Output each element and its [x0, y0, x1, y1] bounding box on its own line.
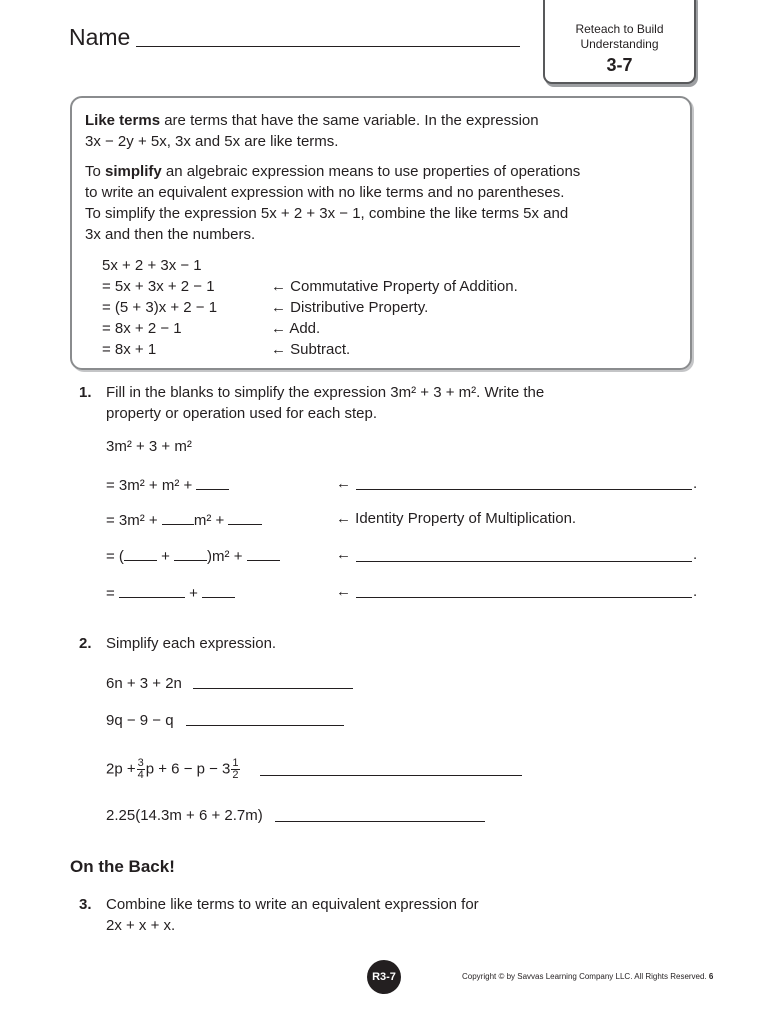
period: .: [693, 475, 698, 492]
q2-expression-3: [106, 758, 241, 781]
answer-blank[interactable]: [228, 510, 262, 525]
q1-row3-b: +: [161, 548, 170, 565]
info-paragraph-2-line2: to write an equivalent expression with no like terms and no parentheses.: [85, 184, 565, 201]
lesson-number: 3-7: [606, 55, 633, 75]
step-reason: ← Subtract.: [271, 341, 351, 358]
q1-row3-c: )m² +: [207, 548, 243, 565]
answer-blank[interactable]: [196, 475, 229, 490]
q1-row3-a: = (: [106, 548, 124, 565]
q1-row2-b: m² +: [193, 512, 225, 529]
question-2-number: 2.: [79, 635, 92, 652]
question-1-text: Fill in the blanks to simplify the expression 3m² + 3 + m². Write the: [106, 384, 545, 401]
question-1-text-line2: property or operation used for each step.: [106, 405, 377, 422]
q1-row4-b: +: [189, 585, 198, 602]
lesson-tab: [543, 0, 696, 84]
period: .: [693, 546, 698, 563]
step-expression: 5x + 2 + 3x − 1: [102, 257, 202, 274]
answer-line[interactable]: [193, 688, 353, 689]
reason-answer-line[interactable]: [356, 597, 692, 598]
p2-start: To: [85, 163, 101, 180]
info-paragraph-2-line3: To simplify the expression 5x + 2 + 3x − 1, combine the like terms 5x and: [85, 205, 569, 222]
q1-row4-a: =: [106, 585, 115, 602]
reteach-label-2: Understanding: [580, 37, 659, 51]
simplify-bold: simplify: [105, 163, 162, 180]
question-1-number: 1.: [79, 384, 92, 401]
q1-row-4: [106, 583, 235, 602]
q2-expression-1: 6n + 3 + 2n: [106, 675, 182, 692]
step-expression: = 8x + 2 − 1: [102, 320, 182, 337]
step-reason: ← Distributive Property.: [271, 299, 429, 316]
question-3-text: Combine like terms to write an equivalent expression for: [106, 896, 479, 913]
answer-blank[interactable]: [162, 510, 194, 525]
like-terms-bold: Like terms: [85, 112, 161, 129]
answer-line[interactable]: [186, 725, 344, 726]
step-reason: ← Commutative Property of Addition.: [271, 278, 518, 295]
fraction-one-half: $\frac{1}{2}$: [232, 757, 239, 781]
copyright-line: Copyright © by Savvas Learning Company LLC. All Rights Reserved.: [462, 972, 707, 981]
info-paragraph-2-line4: 3x and then the numbers.: [85, 226, 256, 243]
q1-row2-a: = 3m² +: [106, 512, 158, 529]
page-number: 6: [708, 972, 714, 981]
question-3-text-line2: 2x + x + x.: [106, 917, 176, 934]
answer-line[interactable]: [275, 821, 485, 822]
q1-start-expression: 3m² + 3 + m²: [106, 438, 192, 455]
question-3-number: 3.: [79, 896, 92, 913]
period: .: [693, 583, 698, 600]
answer-blank[interactable]: [174, 546, 207, 561]
answer-blank[interactable]: [124, 546, 157, 561]
answer-blank[interactable]: [247, 546, 280, 561]
page-badge: R3-7: [367, 960, 401, 994]
step-expression: = 5x + 3x + 2 − 1: [102, 278, 215, 295]
answer-blank[interactable]: [202, 583, 235, 598]
step-reason: ← Add.: [271, 320, 321, 337]
arrow: ←: [336, 475, 351, 492]
step-expression: = (5 + 3)x + 2 − 1: [102, 299, 218, 316]
q1-row-2: [106, 510, 262, 529]
q1-row-3: [106, 546, 280, 565]
q2-e3-a: 2p +: [106, 760, 136, 778]
info-paragraph-1-line2: 3x − 2y + 5x, 3x and 5x are like terms.: [85, 133, 339, 150]
reteach-label-1: Reteach to Build: [575, 22, 664, 36]
q2-e3-b: p + 6 − p − 3: [145, 760, 231, 778]
arrow: ←: [336, 583, 351, 600]
p2-rest: an algebraic expression means to use properties of operations: [165, 163, 581, 180]
name-label: Name: [69, 24, 131, 50]
answer-blank[interactable]: [119, 583, 185, 598]
q2-expression-4: 2.25(14.3m + 6 + 2.7m): [106, 807, 263, 824]
q1-row1-expr: = 3m² + m² +: [106, 477, 193, 494]
copyright-text: [462, 972, 713, 981]
reason-answer-line[interactable]: [356, 561, 692, 562]
name-field-line[interactable]: [136, 46, 520, 47]
fraction-three-quarters: $\frac{3}{4}$: [137, 757, 144, 781]
reason-answer-line[interactable]: [356, 489, 692, 490]
q1-row2-reason: ← Identity Property of Multiplication.: [336, 510, 577, 527]
info-paragraph-1: [85, 110, 539, 131]
question-2-text: Simplify each expression.: [106, 635, 277, 652]
on-the-back-title: On the Back!: [70, 857, 175, 876]
p1-rest: are terms that have the same variable. In the expression: [164, 112, 539, 129]
arrow: ←: [336, 546, 351, 563]
info-paragraph-2: [85, 161, 580, 182]
q1-row-1: [106, 475, 229, 494]
answer-line[interactable]: [260, 775, 522, 776]
q2-expression-2: 9q − 9 − q: [106, 712, 174, 729]
step-expression: = 8x + 1: [102, 341, 157, 358]
